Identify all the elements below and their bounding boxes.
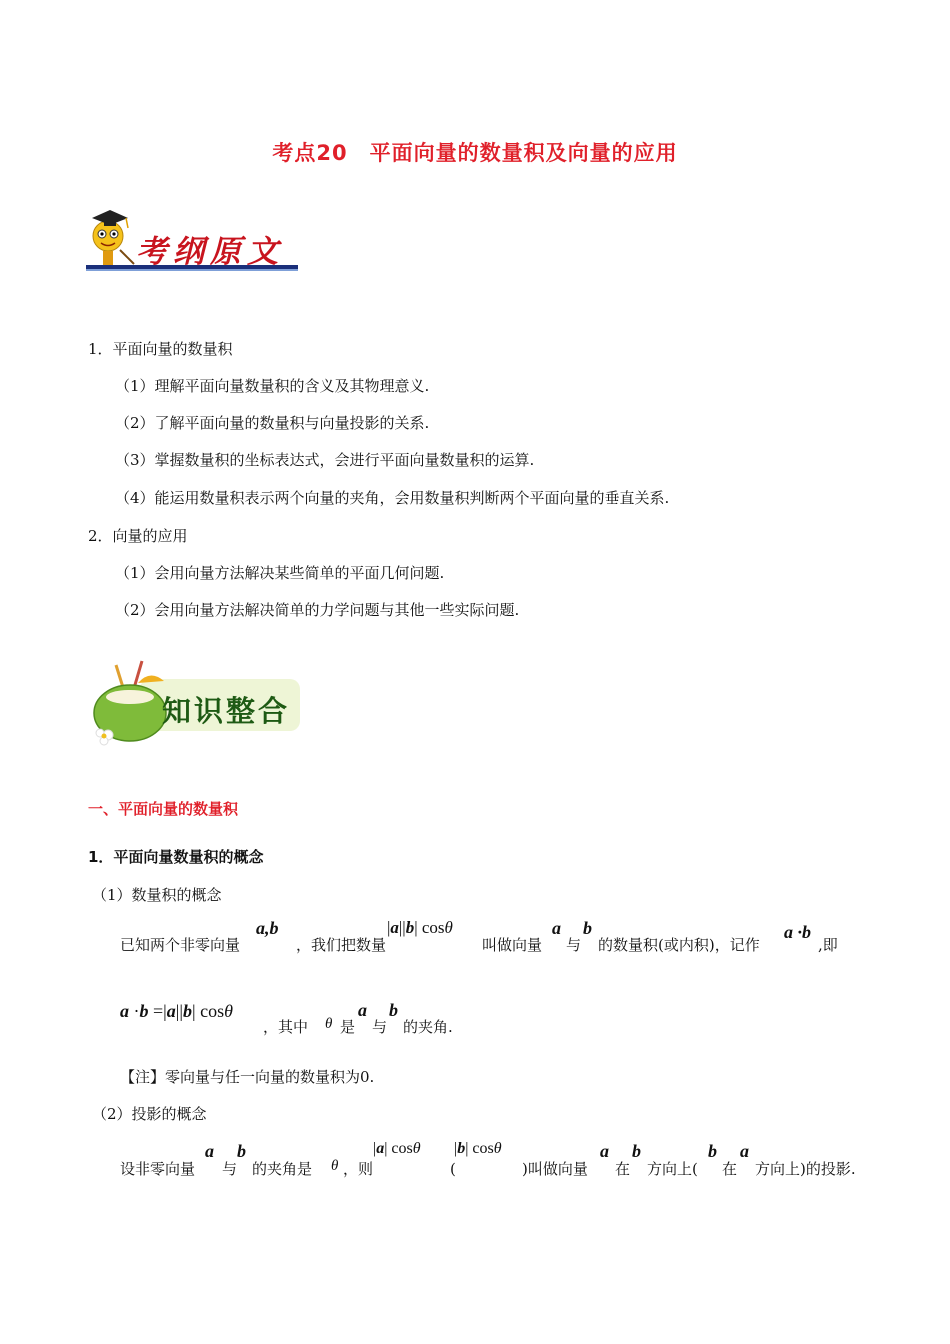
math-ab-pair: a,b [256,918,279,938]
math-a-3: a [205,1141,214,1161]
p3-text-d: ，则 [343,1160,374,1178]
p3-text-g: 在 [615,1160,631,1178]
math-b-5: b [708,1141,717,1161]
banner-syllabus [86,200,301,275]
p3-text-j: 方向上)的投影. [755,1160,856,1178]
math-a: a [552,918,561,938]
subsection-heading-1: 1．平面向量数量积的概念 [88,848,264,866]
p1-text-a: 已知两个非零向量 [120,936,241,954]
p2-text-d: 的夹角. [403,1018,453,1036]
math-a-cos: |a| cosθ [373,1140,421,1157]
math-theta-2: θ [331,1158,339,1174]
math-b-2: b [389,1000,398,1020]
p3-text-f: )叫做向量 [522,1160,588,1178]
p3-text-e: ( [450,1160,456,1178]
p3-text-b: 与 [222,1160,238,1178]
math-dot-product-formula: a ·b =|a||b| cosθ [120,1001,233,1021]
math-a-dot-b: a ·b [784,922,811,942]
outline-sub-1-4: （4）能运用数量积表示两个向量的夹角，会用数量积判断两个平面向量的垂直关系. [115,489,670,507]
math-b-cos: |b| cosθ [454,1140,502,1157]
math-abs-cos: |a||b| cosθ [387,918,453,937]
p2-text-a: ，其中 [263,1018,309,1036]
banner-knowledge-label: 知识整合 [162,694,291,728]
p1-text-f: ,即 [818,936,838,954]
p1-text-c: 叫做向量 [482,936,543,954]
p3-text-c: 的夹角是 [252,1160,313,1178]
math-a-5: a [740,1141,749,1161]
outline-item-2: 2．向量的应用 [88,527,188,545]
math-a-4: a [600,1141,609,1161]
math-a-2: a [358,1000,367,1020]
math-b: b [583,918,592,938]
p3-text-a: 设非零向量 [120,1160,196,1178]
outline-item-1: 1．平面向量的数量积 [88,340,233,358]
outline-sub-1-2: （2）了解平面向量的数量积与向量投影的关系. [115,414,430,432]
page-title: 考点20 平面向量的数量积及向量的应用 [272,141,678,165]
outline-sub-1-3: （3）掌握数量积的坐标表达式，会进行平面向量数量积的运算. [115,451,535,469]
concept-label-1: （1）数量积的概念 [92,886,222,904]
math-b-3: b [237,1141,246,1161]
banner-knowledge [88,657,303,747]
p3-text-h: 方向上( [647,1160,698,1178]
p2-text-c: 与 [372,1018,388,1036]
math-theta: θ [325,1016,333,1032]
p1-text-d: 与 [566,936,582,954]
outline-sub-1-1: （1）理解平面向量数量积的含义及其物理意义. [115,377,430,395]
banner-syllabus-label: 考纲原文 [136,234,284,270]
p1-text-e: 的数量积(或内积)，记作 [598,936,760,954]
p3-text-i: 在 [722,1160,738,1178]
outline-sub-2-1: （1）会用向量方法解决某些简单的平面几何问题. [115,564,445,582]
concept-label-2: （2）投影的概念 [92,1105,207,1123]
p1-text-b: ，我们把数量 [296,936,387,954]
outline-sub-2-2: （2）会用向量方法解决简单的力学问题与其他一些实际问题. [115,601,520,619]
section-heading-1: 一、平面向量的数量积 [88,800,239,818]
note-text: 【注】零向量与任一向量的数量积为0. [120,1068,375,1086]
math-b-4: b [632,1141,641,1161]
p2-text-b: 是 [340,1018,356,1036]
